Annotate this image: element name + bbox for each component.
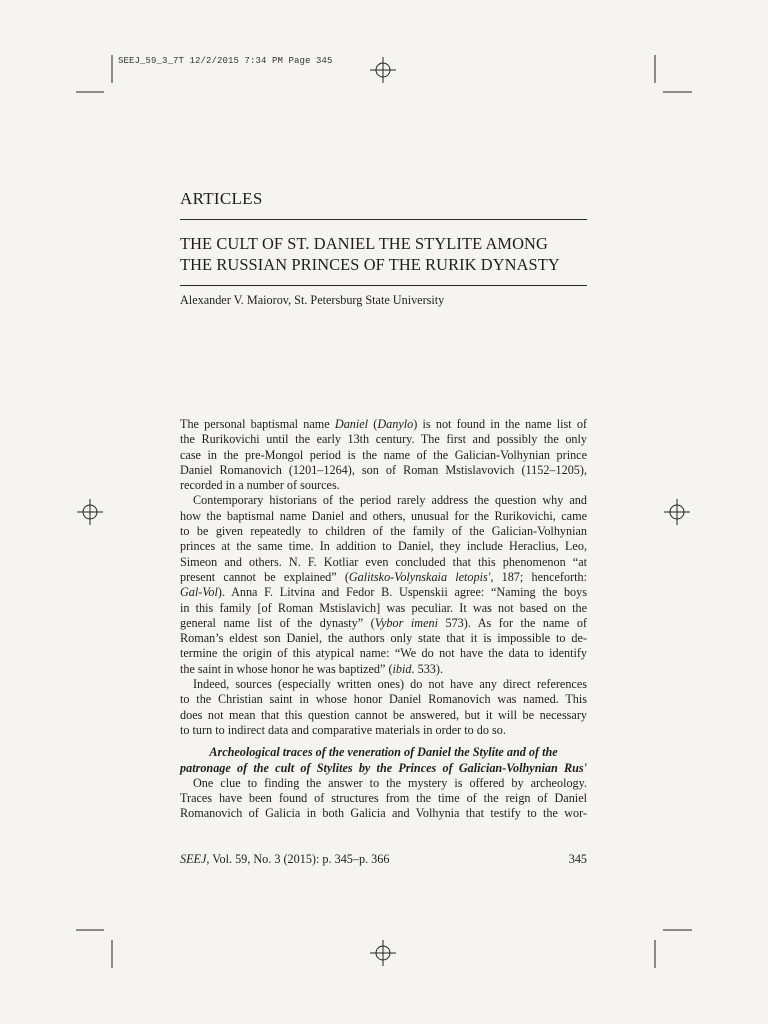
registration-mark-left [77, 499, 103, 525]
text-line: Roman’s eldest son Daniel, the authors only state that it is impossible to de- [180, 631, 587, 646]
text-line: in this family [of Roman Mstislavich] was peculiar. It was not based on the [180, 600, 587, 615]
page-footer [180, 852, 587, 867]
text-line: present cannot be explained” (Galitsko-Volynskaia letopis', 187; henceforth: [180, 569, 587, 584]
title-top-rule [180, 219, 587, 220]
text-line: to the Christian saint in whose honor Daniel Romanovich was named. This [180, 692, 587, 707]
text-line: the saint in whose honor he was baptized” (ibid. 533). [180, 661, 443, 676]
paragraph-3 [180, 677, 587, 738]
article-title [180, 233, 590, 275]
text-line: to be given repeatedly to children of the family of the Galician-Volhynian [180, 524, 587, 539]
text-line: case in the pre-Mongol period is the name of the Galician-Volhynian prince [180, 447, 587, 462]
registration-mark-bottom [370, 940, 396, 966]
registration-mark-right [664, 499, 690, 525]
text-line: Simeon and others. N. F. Kotliar even concluded that this phenomenon “at [180, 554, 587, 569]
subheading-line-1: Archeological traces of the veneration of Daniel the Stylite and of the [209, 745, 558, 760]
section-label: ARTICLES [180, 189, 263, 208]
title-line-2: THE RUSSIAN PRINCES OF THE RURIK DYNASTY [180, 255, 560, 274]
citation-details: , Vol. 59, No. 3 (2015): p. 345–p. 366 [206, 852, 390, 866]
section-subheading [180, 745, 587, 776]
text-line: princes at the same time. In addition to Daniel, they include Heraclius, Leo, [180, 539, 587, 554]
paragraph-2 [180, 493, 587, 677]
text-line: The personal baptismal name Daniel (Danylo) is not found in the name list of [180, 417, 587, 431]
text-line: One clue to finding the answer to the mystery is offered by archeology. [193, 775, 587, 790]
text-line: Traces have been found of structures from the time of the reign of Daniel [180, 791, 587, 806]
text-line: how the baptismal name Daniel and others, unusual for the Rurikovichi, came [180, 508, 587, 523]
printer-slug-line: SEEJ_59_3_7T 12/2/2015 7:34 PM Page 345 [118, 56, 333, 66]
page-number: 345 [568, 852, 587, 866]
text-line: to turn to indirect data and comparative materials in order to do so. [180, 722, 506, 737]
paragraph-4 [180, 776, 587, 822]
text-line: Daniel Romanovich (1201–1264), son of Roman Mstislavovich (1152–1205), [180, 462, 587, 477]
text-line: recorded in a number of sources. [180, 478, 340, 493]
footer-citation [180, 852, 389, 867]
paragraph-1 [180, 417, 587, 493]
text-line: Gal-Vol). Anna F. Litvina and Fedor B. Uspenskii agree: “Naming the boys [180, 585, 587, 600]
text-line: does not mean that this question cannot be answered, but it will be necessary [180, 707, 587, 722]
text-line: Indeed, sources (especially written ones) do not have any direct references [193, 677, 587, 692]
author-byline: Alexander V. Maiorov, St. Petersburg State University [180, 293, 445, 307]
text-line: general name list of the dynasty” (Vybor imeni 573). As for the name of [180, 615, 587, 630]
text-line: Contemporary historians of the period rarely address the question why and [193, 493, 587, 508]
article-body [180, 417, 587, 822]
registration-mark-top [370, 57, 396, 83]
title-bottom-rule [180, 285, 587, 286]
title-line-1: THE CULT OF ST. DANIEL THE STYLITE AMONG [180, 234, 548, 253]
text-line: Romanovich of Galicia in both Galicia and Volhynia that testify to the wor- [180, 806, 587, 821]
text-line: the Rurikovichi until the early 13th century. The first and possibly the only [180, 432, 587, 447]
journal-abbrev: SEEJ [180, 852, 207, 866]
text-line: termine the origin of this atypical name: “We do not have the data to identify [180, 646, 587, 661]
subheading-line-2: patronage of the cult of Stylites by the Princes of Galician-Volhynian Rus' [180, 760, 587, 775]
